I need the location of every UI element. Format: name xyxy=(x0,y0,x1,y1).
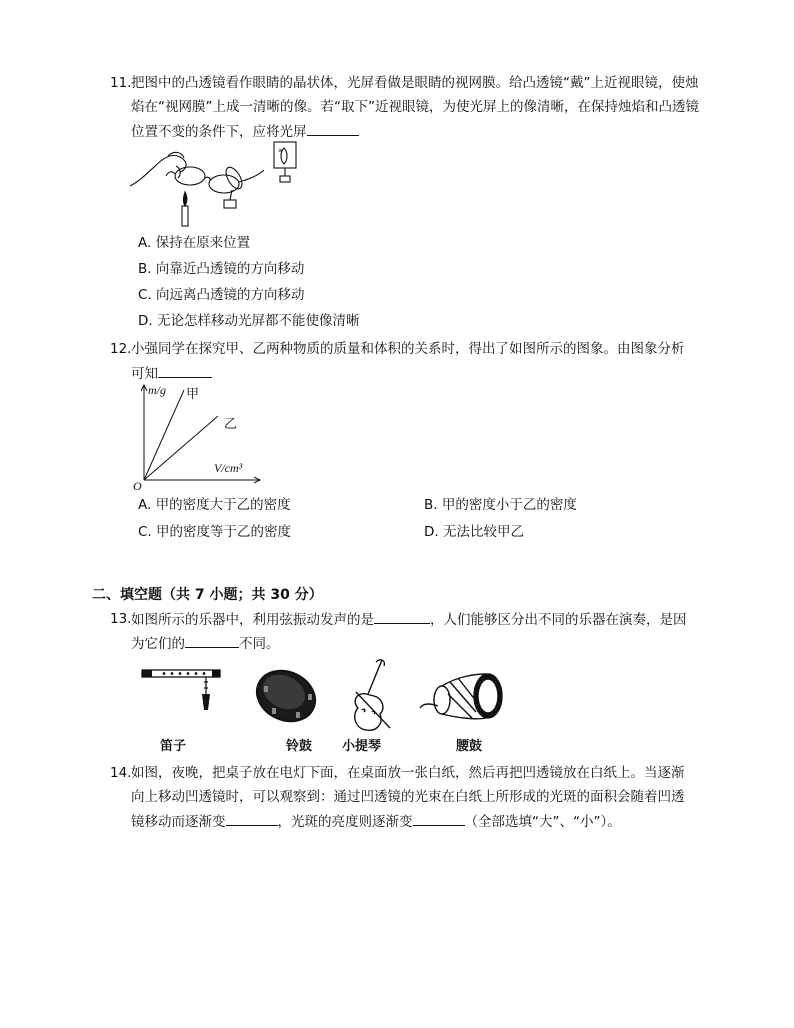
q12-mass-volume-graph xyxy=(128,382,268,493)
q14-text-line3b: ，光斑的亮度则逐渐变 xyxy=(277,814,413,830)
q12-option-a[interactable]: A. 甲的密度大于乙的密度 xyxy=(138,497,291,513)
q12-text-line1: 小强同学在探究甲、乙两种物质的质量和体积的关系时，得出了如图所示的图象。由图象分析 xyxy=(131,341,685,357)
line-yi xyxy=(144,416,218,480)
x-axis-label: V/cm³ xyxy=(214,461,243,475)
q11-option-a[interactable]: A. 保持在原来位置 xyxy=(138,235,251,251)
q13-text-line1b: ，人们能够区分出不同的乐器在演奏，是因 xyxy=(430,612,687,628)
q14-text-line3a: 镜移动而逐渐变 xyxy=(131,814,226,830)
waist-drum-icon xyxy=(418,668,508,728)
q11-number: 11. xyxy=(110,75,132,91)
q11-answer-blank[interactable] xyxy=(307,122,359,136)
q13-text-line1a: 如图所示的乐器中，利用弦振动发声的是 xyxy=(131,612,374,628)
q13-text-line2a: 为它们的 xyxy=(131,636,185,652)
q12-option-d[interactable]: D. 无法比较甲乙 xyxy=(424,524,524,540)
q14-answer-blank-2[interactable] xyxy=(413,812,465,826)
q11-lens-experiment-figure xyxy=(128,140,318,226)
convex-lens xyxy=(223,165,245,192)
light-screen xyxy=(274,142,296,168)
instrument-caption-tambourine: 铃鼓 xyxy=(286,739,313,754)
line-jia-label: 甲 xyxy=(186,387,200,402)
q14-text-line1: 如图，夜晚，把桌子放在电灯下面，在桌面放一张白纸，然后再把凹透镜放在白纸上。当逐渐 xyxy=(131,765,685,781)
q11-option-d[interactable]: D. 无论怎样移动光屏都不能使像清晰 xyxy=(138,313,360,329)
instrument-caption-waist-drum: 腰鼓 xyxy=(456,739,483,754)
instrument-caption-flute: 笛子 xyxy=(160,739,187,754)
y-axis-label: m/g xyxy=(148,383,166,397)
q12-option-c[interactable]: C. 甲的密度等于乙的密度 xyxy=(138,524,292,540)
q13-number: 13. xyxy=(110,611,132,627)
line-yi-label: 乙 xyxy=(224,417,238,432)
q11-text-line3: 位置不变的条件下，应将光屏 xyxy=(131,124,307,140)
origin-label: O xyxy=(133,479,142,493)
q12-number: 12. xyxy=(110,341,132,357)
q14-text-line3c: （全部选填“大”、“小”）。 xyxy=(464,814,621,830)
q11-option-c[interactable]: C. 向远离凸透镜的方向移动 xyxy=(138,287,305,303)
q12-option-b[interactable]: B. 甲的密度小于乙的密度 xyxy=(424,497,577,513)
q13-text-line2b: 不同。 xyxy=(239,636,280,652)
tambourine-icon xyxy=(250,664,324,728)
q11-text-line1: 把图中的凸透镜看作眼睛的晶状体，光屏看做是眼睛的视网膜。给凸透镜“戴”上近视眼镜，使烛 xyxy=(131,75,699,91)
q12-text-line2: 可知 xyxy=(131,366,158,382)
section-title: 二、填空题（共 7 小题；共 30 分） xyxy=(92,587,323,603)
q11-text-line2: 焰在“视网膜”上成一清晰的像。若“取下”近视眼镜，为使光屏上的像清晰，在保持烛焰和凸透镜 xyxy=(131,99,699,115)
q13-answer-blank-2[interactable] xyxy=(185,634,239,648)
candle xyxy=(182,206,188,226)
instrument-caption-violin: 小提琴 xyxy=(342,739,382,754)
q14-answer-blank-1[interactable] xyxy=(226,812,278,826)
flute-icon xyxy=(140,664,224,720)
q13-answer-blank-1[interactable] xyxy=(374,610,430,624)
svg-text:≥: ≥ xyxy=(278,147,284,154)
violin-icon xyxy=(346,658,392,734)
glasses-right-lens xyxy=(209,175,239,193)
q11-option-b[interactable]: B. 向靠近凸透镜的方向移动 xyxy=(138,261,305,277)
line-jia xyxy=(144,390,184,480)
q14-text-line2: 向上移动凹透镜时，可以观察到：通过凹透镜的光束在白纸上所形成的光斑的面积会随着凹透 xyxy=(131,789,685,805)
q12-answer-blank[interactable] xyxy=(158,364,212,378)
q14-number: 14. xyxy=(110,765,132,781)
